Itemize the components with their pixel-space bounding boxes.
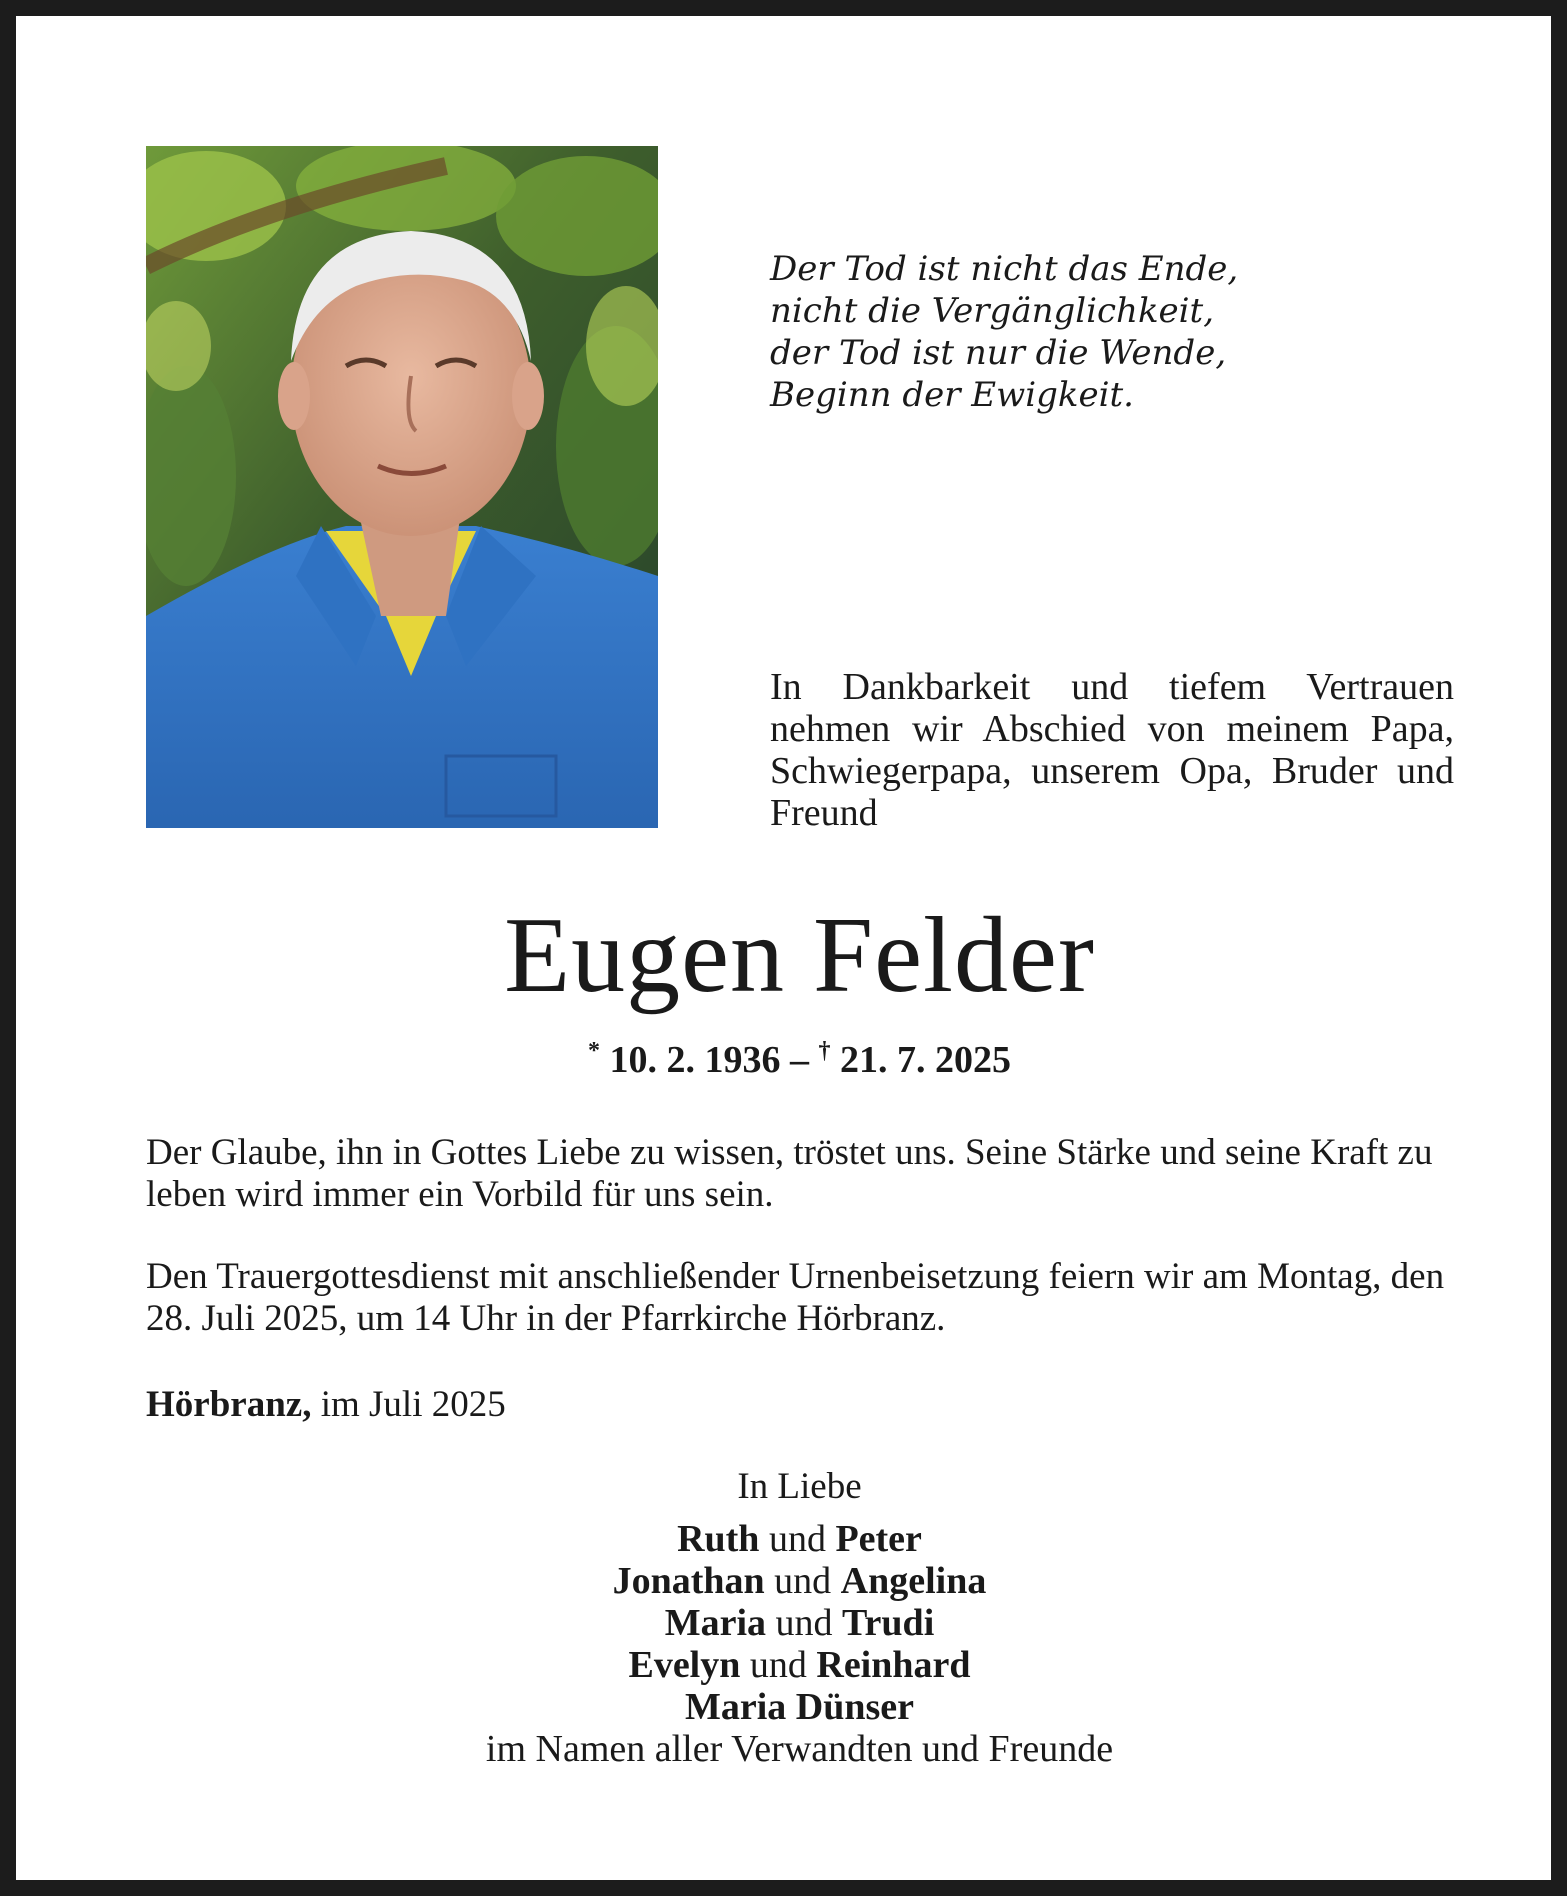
date-separator: –	[790, 1039, 809, 1081]
and-word: und	[774, 1560, 832, 1602]
and-word: und	[749, 1644, 807, 1686]
place-date: im Juli 2025	[320, 1384, 506, 1425]
mourner-name: Angelina	[840, 1560, 987, 1602]
mourner-name: Maria	[664, 1602, 767, 1644]
and-word: und	[768, 1518, 826, 1560]
funeral-service-paragraph: Den Trauergottesdienst mit anschließender Urnenbeisetzung feiern wir am Montag, den 28. Juli 2025, um 14 Uhr in der Pfarrkirche Hörbranz.	[146, 1256, 1445, 1339]
mourner-line	[16, 1644, 1567, 1686]
birth-date: 10. 2. 1936	[609, 1039, 781, 1081]
faith-paragraph: Der Glaube, ihn in Gottes Liebe zu wissen, tröstet uns. Seine Stärke und seine Kraft zu leben wird immer ein Vorbild für uns sein.	[146, 1132, 1433, 1215]
mourner-line	[16, 1686, 1567, 1728]
mourner-name: Peter	[835, 1518, 922, 1560]
mourner-line	[16, 1560, 1567, 1602]
mourner-name: Jonathan	[612, 1560, 765, 1602]
poem-line: Beginn der Ewigkeit.	[770, 375, 1134, 415]
birth-symbol: *	[588, 1038, 600, 1064]
place-and-date	[146, 1384, 506, 1426]
poem-line: Der Tod ist nicht das Ende,	[770, 249, 1239, 289]
death-symbol: †	[818, 1038, 831, 1064]
memorial-poem	[770, 248, 1238, 416]
place-town: Hörbranz,	[146, 1384, 312, 1425]
life-dates	[16, 1028, 1567, 1083]
and-word: und	[775, 1602, 833, 1644]
mourner-name: Ruth	[677, 1518, 760, 1560]
portrait-illustration	[146, 146, 658, 828]
closing-footer: im Namen aller Verwandten und Freunde	[485, 1728, 1114, 1770]
mourner-line	[16, 1518, 1567, 1560]
mourner-name: Trudi	[842, 1602, 935, 1644]
mourner-name: Evelyn	[628, 1644, 741, 1686]
death-date: 21. 7. 2025	[840, 1039, 1011, 1081]
poem-line: der Tod ist nur die Wende,	[770, 333, 1227, 373]
mourners-list	[16, 1466, 1567, 1770]
poem-line: nicht die Vergänglichkeit,	[770, 291, 1215, 331]
mourner-name: Maria Dünser	[684, 1686, 915, 1728]
deceased-name: Eugen Felder	[504, 896, 1095, 1015]
farewell-intro: In Dankbarkeit und tiefem Vertrauen nehmen wir Abschied von meinem Papa, Schwiegerpapa, unserem Opa, Bruder und Freund	[770, 666, 1454, 834]
portrait-photo	[146, 146, 658, 828]
closing-greeting: In Liebe	[737, 1466, 862, 1507]
mourner-name: Reinhard	[816, 1644, 971, 1686]
mourner-line	[16, 1602, 1567, 1644]
